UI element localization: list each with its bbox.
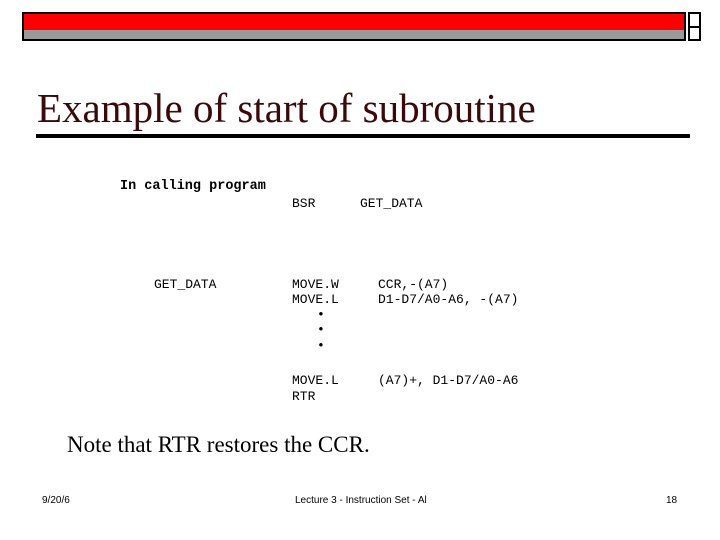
code-bsr-instruction: BSR [292, 196, 316, 211]
code-line2-operand: D1-D7/A0-A6, -(A7) [378, 292, 519, 307]
code-line4-instruction: RTR [292, 389, 316, 404]
code-line1-operand: CCR,-(A7) [378, 277, 449, 292]
code-line3-instruction: MOVE.L [292, 373, 339, 388]
code-heading: In calling program [120, 179, 266, 194]
slide-note: Note that RTR restores the CCR. [67, 432, 370, 457]
header-corner-box-top [688, 12, 701, 28]
code-ellipsis-dot: • [317, 307, 325, 322]
code-ellipsis-dot: • [317, 322, 325, 337]
code-line1-instruction: MOVE.W [292, 277, 339, 292]
header-corner-box-bottom [688, 28, 701, 41]
title-underline [36, 134, 690, 138]
code-line2-instruction: MOVE.L [292, 292, 339, 307]
footer-page-number: 18 [666, 495, 678, 506]
code-bsr-operand: GET_DATA [360, 196, 423, 211]
header-secondary-bar [22, 30, 686, 41]
code-label: GET_DATA [154, 277, 217, 292]
code-ellipsis-dot: • [317, 338, 325, 353]
footer-center-text: Lecture 3 - Instruction Set - Al [295, 495, 427, 506]
slide-title: Example of start of subroutine [37, 85, 536, 131]
footer-date: 9/20/6 [42, 495, 70, 506]
code-line3-operand: (A7)+, D1-D7/A0-A6 [378, 373, 519, 388]
header-accent-bar [22, 12, 686, 32]
